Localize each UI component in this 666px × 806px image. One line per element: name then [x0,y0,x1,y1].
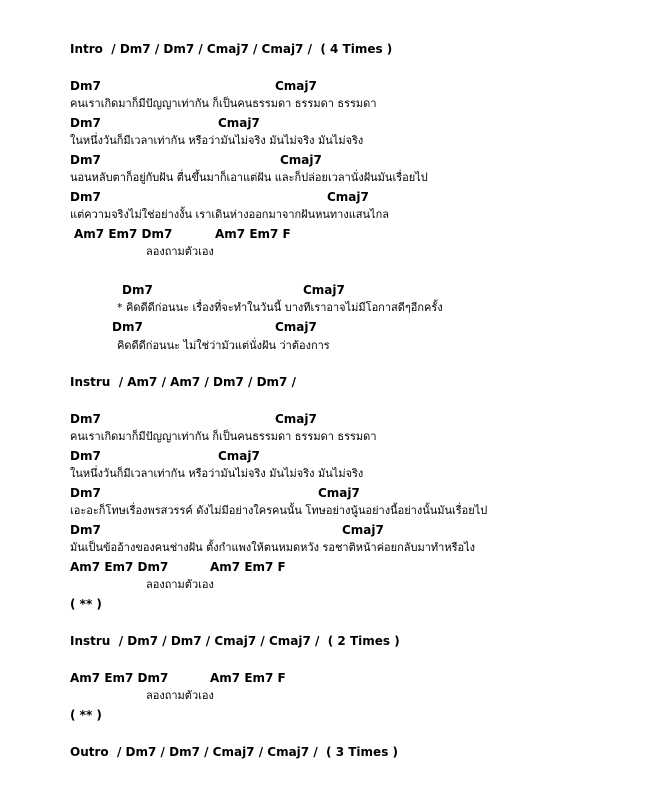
chord: Cmaj7 [275,79,317,93]
chord: Dm7 [70,190,101,204]
chord: Dm7 [70,486,101,500]
chord: Am7 Em7 Dm7 [74,227,173,241]
lyric-line: คนเราเกิดมาก็มีปัญญาเท่ากัน ก็เป็นคนธรรมดา ธรรมดา ธรรมดา [70,97,377,110]
lyric-line: ลองถามตัวเอง [146,245,214,258]
chord: Cmaj7 [303,283,345,297]
chord: Dm7 [70,412,101,426]
chord: Cmaj7 [318,486,360,500]
intro-line: Intro / Dm7 / Dm7 / Cmaj7 / Cmaj7 / ( 4 Times ) [70,42,393,56]
repeat-marker: ( ** ) [70,708,102,722]
chord: Dm7 [112,320,143,334]
chord: Am7 Em7 Dm7 [70,560,169,574]
lyric-line: ในหนึ่งวันก็มีเวลาเท่ากัน หรือว่ามันไม่จริง มันไม่จริง มันไม่จริง [70,467,364,480]
lyric-line: คิดดีดีก่อนนะ ไม่ใช่ว่ามัวแต่นั่งฝัน ว่าต้องการ [117,339,330,352]
lyric-line: นอนหลับตาก็อยู่กับฝัน ตื่นขึ้นมาก็เอาแต่ฝัน และก็ปล่อยเวลานั่งฝันมันเรื่อยไป [70,171,428,184]
lyric-line: แต่ความจริงไม่ใช่อย่างงั้น เราเดินห่างออกมาจากฝันหนทางแสนไกล [70,208,389,221]
chord: Dm7 [70,116,101,130]
lyric-line: คนเราเกิดมาก็มีปัญญาเท่ากัน ก็เป็นคนธรรมดา ธรรมดา ธรรมดา [70,430,377,443]
lyric-line: ลองถามตัวเอง [146,578,214,591]
chord: Am7 Em7 F [210,560,286,574]
chord: Cmaj7 [218,116,260,130]
lyric-line: ในหนึ่งวันก็มีเวลาเท่ากัน หรือว่ามันไม่จริง มันไม่จริง มันไม่จริง [70,134,364,147]
outro-line: Outro / Dm7 / Dm7 / Cmaj7 / Cmaj7 / ( 3 Times ) [70,745,398,759]
lyric-line: มันเป็นข้ออ้างของคนช่างฝัน ตั้งกำแพงให้ตนหมดหวัง รอชาติหน้าค่อยกลับมาทำหรือไง [70,541,476,554]
chord: Am7 Em7 F [215,227,291,241]
instru-line: Instru / Am7 / Am7 / Dm7 / Dm7 / [70,375,296,389]
chord: Dm7 [122,283,153,297]
chord: Am7 Em7 Dm7 [70,671,169,685]
chord: Dm7 [70,523,101,537]
chord: Cmaj7 [275,412,317,426]
chord: Dm7 [70,449,101,463]
lyric-line: * คิดดีดีก่อนนะ เรื่องที่จะทำในวันนี้ บางทีเราอาจไม่มีโอกาสดีๆอีกครั้ง [117,301,443,314]
chord: Cmaj7 [327,190,369,204]
lyric-line: เอะอะก็โทษเรื่องพรสวรรค์ ดังไม่มีอย่างใครคนนั้น โทษอย่างนู้นอย่างนี้อย่างนั้นมันเรื่อยไป [70,504,488,517]
chord: Cmaj7 [342,523,384,537]
instru-line: Instru / Dm7 / Dm7 / Cmaj7 / Cmaj7 / ( 2 Times ) [70,634,400,648]
chord: Cmaj7 [280,153,322,167]
chord: Cmaj7 [275,320,317,334]
chord: Cmaj7 [218,449,260,463]
chord: Am7 Em7 F [210,671,286,685]
repeat-marker: ( ** ) [70,597,102,611]
chord: Dm7 [70,153,101,167]
chord: Dm7 [70,79,101,93]
lyric-line: ลองถามตัวเอง [146,689,214,702]
